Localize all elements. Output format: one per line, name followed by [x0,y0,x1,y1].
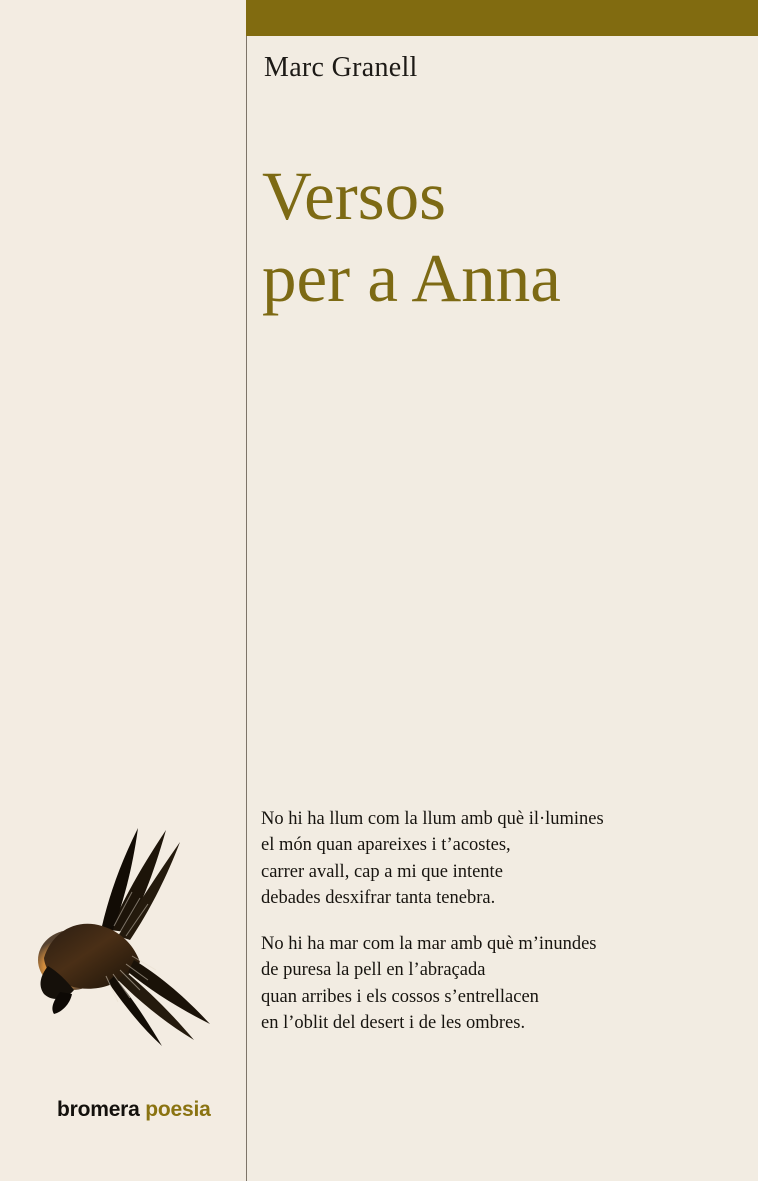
publisher-imprint [57,1098,211,1122]
poem-excerpt [261,806,731,1036]
poem-line: carrer avall, cap a mi que intente [261,861,503,882]
poem-line: el món quan apareixes i t’acostes, [261,835,511,856]
author-name: Marc Granell [264,52,418,83]
swallow-bird-icon [14,780,234,1050]
poem-line: quan arribes i els cossos s’entrellacen [261,986,539,1007]
poem-stanza [261,806,731,911]
book-title-line-1: Versos [262,158,446,234]
header-band [246,0,758,36]
poem-line: en l’oblit del desert i de les ombres. [261,1012,526,1033]
vertical-divider [246,36,247,1181]
book-title [262,160,742,315]
book-title-line-2: per a Anna [262,240,561,317]
poem-line: debades desxifrar tanta tenebra. [261,887,496,908]
poem-line: No hi ha mar com la mar amb què m’inundes [261,934,597,955]
collection-name: poesia [145,1098,211,1121]
poem-stanza [261,931,731,1036]
poem-line: de puresa la pell en l’abraçada [261,960,486,981]
poem-line: No hi ha llum com la llum amb què il·lumines [261,809,604,829]
publisher-name: bromera [57,1098,140,1121]
